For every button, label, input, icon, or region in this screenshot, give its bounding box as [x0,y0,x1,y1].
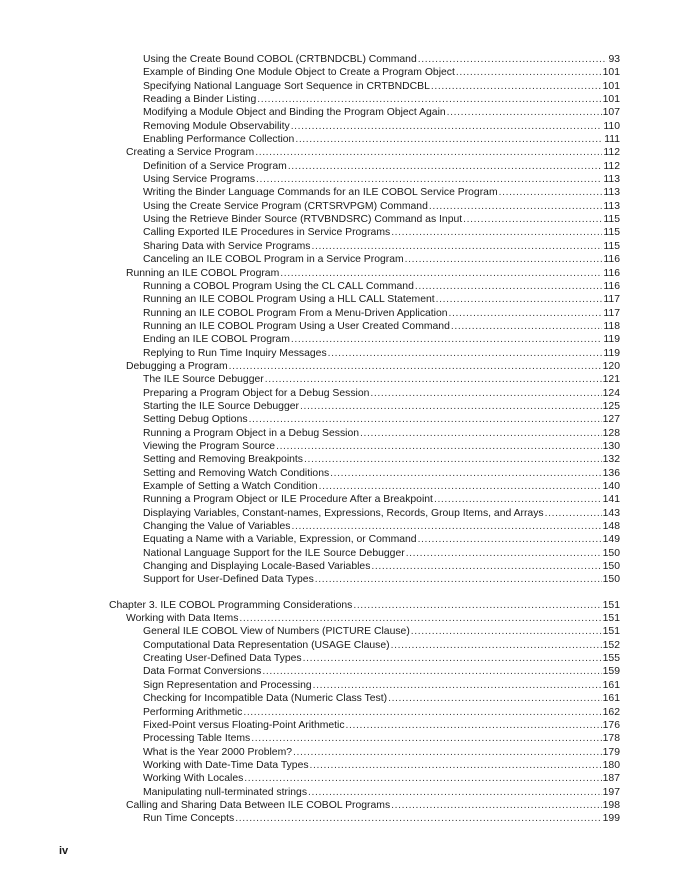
toc-entry-page: 118 [603,320,620,332]
toc-entry-page: 179 [602,746,620,758]
toc-entry[interactable] [109,560,620,573]
toc-entry-page: 127 [602,414,620,426]
toc-entry-title: Processing Table Items [143,733,251,745]
toc-entry-page: 113 [603,187,620,199]
toc-entry-page: 148 [602,521,620,533]
toc-entry-title: Calling Exported ILE Procedures in Service Programs [143,227,391,239]
toc-entry-page: 150 [602,547,620,559]
toc-entry[interactable] [109,53,620,66]
toc-entry-page: 117 [603,307,620,319]
toc-entry-page: 155 [602,653,620,665]
toc-entry-page: 116 [603,267,620,279]
toc-entry-page: 178 [602,733,620,745]
toc-entry-title: Running a Program Object in a Debug Session [143,427,360,439]
toc-entry-page: 101 [602,67,620,79]
toc-leader-dots [256,173,602,186]
toc-entry-page: 115 [603,240,620,252]
toc-entry-page: 149 [602,534,620,546]
toc-entry[interactable] [109,533,620,546]
toc-entry[interactable] [109,480,620,493]
toc-leader-dots [499,186,603,199]
toc-entry-page: 101 [602,80,620,92]
toc-entry-page: 115 [603,227,620,239]
toc-leader-dots [308,786,602,799]
toc-leader-dots [295,133,603,146]
toc-entry-title: Creating a Service Program [126,147,255,159]
toc-entry[interactable] [109,507,620,520]
toc-entry-title: Reading a Binder Listing [143,94,257,106]
toc-chapter-entry[interactable] [109,599,620,612]
toc-entry[interactable] [109,360,620,373]
toc-entry-page: 143 [602,507,620,519]
toc-entry-page: 113 [603,174,620,186]
toc-leader-dots [315,573,602,586]
toc-entry[interactable] [109,200,620,213]
toc-entry-page: 125 [602,400,620,412]
toc-entry-page: 112 [603,160,620,172]
toc-entry-page: 116 [603,280,620,292]
toc-leader-dots [291,120,603,133]
toc-entry[interactable] [109,307,620,320]
toc-entry-title: Canceling an ILE COBOL Program in a Service Program [143,254,404,266]
toc-entry[interactable] [109,493,620,506]
toc-entry[interactable] [109,759,620,772]
toc-entry-page: 161 [602,679,620,691]
toc-entry-page: 159 [602,666,620,678]
toc-entry-page: 136 [602,467,620,479]
toc-entry-title: Example of Binding One Module Object to Create a Program Object [143,67,455,79]
toc-entry-title: Running an ILE COBOL Program Using a User Created Command [143,320,450,332]
toc-leader-dots [447,106,602,119]
toc-entry-title: Calling and Sharing Data Between ILE COBOL Programs [126,799,391,811]
toc-entry-page: 130 [602,440,620,452]
toc-leader-dots [391,799,602,812]
toc-entry-title: Checking for Incompatible Data (Numeric Class Test) [143,693,388,705]
toc-entry-title: Working With Locales [143,773,244,785]
toc-entry-page: 199 [602,813,620,825]
toc-leader-dots [243,706,601,719]
toc-entry[interactable] [109,173,620,186]
toc-entry-page: 113 [603,200,620,212]
toc-leader-dots [311,240,602,253]
toc-leader-dots [418,533,602,546]
toc-entry-title: Running an ILE COBOL Program [126,267,280,279]
toc-entry[interactable] [109,146,620,159]
toc-entry[interactable] [109,467,620,480]
toc-entry[interactable] [109,652,620,665]
toc-entry[interactable] [109,267,620,280]
toc-leader-dots [265,373,602,386]
toc-entry-title: Running an ILE COBOL Program From a Menu-Driven Application [143,307,448,319]
toc-entry-title: Changing and Displaying Locale-Based Variables [143,561,371,573]
toc-entry-title: Data Format Conversions [143,666,262,678]
toc-entry-title: What is the Year 2000 Problem? [143,746,293,758]
toc-entry[interactable] [109,280,620,293]
toc-entry[interactable] [109,799,620,812]
toc-entry-page: 119 [603,347,620,359]
toc-entry-page: 197 [602,786,620,798]
toc-entry-page: 128 [602,427,620,439]
toc-entry-title: Starting the ILE Source Debugger [143,400,299,412]
toc-entry-title: Viewing the Program Source [143,440,276,452]
toc-entry-title: Ending an ILE COBOL Program [143,334,290,346]
toc-entry-title: Using the Create Service Program (CRTSRVPGM) Command [143,200,428,212]
toc-entry[interactable] [109,547,620,560]
toc-leader-dots [449,307,603,320]
toc-entry[interactable] [109,413,620,426]
toc-entry-title: Running a Program Object or ILE Procedure After a Breakpoint [143,494,433,506]
toc-entry[interactable] [109,612,620,625]
toc-leader-dots [436,293,603,306]
toc-leader-dots [304,453,602,466]
toc-entry[interactable] [109,679,620,692]
toc-entry-page: 111 [604,134,620,146]
toc-entry[interactable] [109,732,620,745]
toc-entry-page: 107 [602,107,620,119]
toc-entry[interactable] [109,293,620,306]
toc-leader-dots [235,812,601,825]
toc-entry-title: Setting and Removing Watch Conditions [143,467,330,479]
toc-leader-dots [434,493,602,506]
toc-leader-dots [415,280,603,293]
toc-leader-dots [319,480,602,493]
toc-leader-dots [353,599,601,612]
toc-entry[interactable] [109,240,620,253]
toc-entry-title: Setting and Removing Breakpoints [143,454,303,466]
toc-leader-dots [291,333,603,346]
toc-entry-page: 124 [602,387,620,399]
toc-entry[interactable] [109,440,620,453]
toc-leader-dots [262,665,601,678]
toc-entry[interactable] [109,66,620,79]
toc-leader-dots [405,253,603,266]
toc-entry-title: Using Service Programs [143,174,256,186]
toc-entry-title: Preparing a Program Object for a Debug Session [143,387,370,399]
toc-entry-title: Using the Create Bound COBOL (CRTBNDCBL) Command [143,54,417,65]
toc-entry[interactable] [109,93,620,106]
toc-entry-title: Replying to Run Time Inquiry Messages [143,347,327,359]
toc-entry[interactable] [109,639,620,652]
toc-entry[interactable] [109,520,620,533]
toc-leader-dots [280,267,602,280]
toc-entry-page: 141 [602,494,620,506]
toc-entry-title: Support for User-Defined Data Types [143,574,314,586]
toc-entry-title: Changing the Value of Variables [143,521,291,533]
toc-entry-title: Using the Retrieve Binder Source (RTVBNDSRC) Command as Input [143,214,463,226]
toc-entry-title: Running a COBOL Program Using the CL CALL Command [143,280,414,292]
toc-entry-title: Working with Date-Time Data Types [143,759,309,771]
toc-entry-title: Equating a Name with a Variable, Expression, or Command [143,534,417,546]
toc-entry-page: 176 [602,719,620,731]
toc-entry-page: 198 [602,799,620,811]
toc-leader-dots [411,625,602,638]
toc-leader-dots [288,160,603,173]
toc-entry-title: Example of Setting a Watch Condition [143,481,318,492]
toc-entry-page: 116 [603,254,620,266]
toc-leader-dots [391,226,602,239]
toc-entry-title: Fixed-Point versus Floating-Point Arithmetic [143,719,345,731]
toc-leader-dots [255,146,602,159]
toc-entry-title: Manipulating null-terminated strings [143,786,308,798]
toc-leader-dots [456,66,602,79]
toc-leader-dots [451,320,603,333]
toc-entry-page: 140 [602,481,620,492]
toc-entry-title: General ILE COBOL View of Numbers (PICTURE Clause) [143,626,410,638]
toc-entry-title: The ILE Source Debugger [143,374,264,386]
toc-leader-dots [429,200,603,213]
toc-leader-dots [418,53,608,66]
toc-leader-dots [371,560,601,573]
toc-entry[interactable] [109,453,620,466]
toc-entry-title: Chapter 3. ILE COBOL Programming Considerations [109,599,353,611]
toc-leader-dots [239,612,601,625]
toc-entry[interactable] [109,786,620,799]
toc-entry-page: 151 [602,613,620,625]
toc-entry-page: 132 [602,454,620,466]
toc-leader-dots [545,507,602,520]
toc-entry[interactable] [109,665,620,678]
toc-leader-dots [310,759,602,772]
toc-entry-page: 101 [602,94,620,106]
toc-entry[interactable] [109,80,620,93]
toc-entry-title: Specifying National Language Sort Sequence in CRTBNDCBL [143,80,430,92]
toc-entry-page: 180 [602,759,620,771]
toc-entry[interactable] [109,772,620,785]
toc-leader-dots [370,387,601,400]
toc-entry[interactable] [109,625,620,638]
toc-entry-title: Modifying a Module Object and Binding the Program Object Again [143,107,446,119]
toc-entry[interactable] [109,347,620,360]
toc-entry[interactable] [109,573,620,586]
toc-entry-page: 110 [603,120,620,132]
toc-entry[interactable] [109,186,620,199]
toc-entry-title: Performing Arithmetic [143,706,243,718]
toc-entry-title: National Language Support for the ILE Source Debugger [143,547,405,559]
toc-entry-page: 112 [603,147,620,159]
toc-entry[interactable] [109,373,620,386]
toc-entry-page: 119 [603,334,620,346]
toc-entry-page: 120 [602,360,620,372]
toc-entry[interactable] [109,746,620,759]
toc-entry-title: Definition of a Service Program [143,160,287,172]
toc-entry-title: Sharing Data with Service Programs [143,240,311,252]
toc-entry-title: Run Time Concepts [143,813,235,825]
toc-entry[interactable] [109,387,620,400]
toc-entry[interactable] [109,427,620,440]
toc-entry[interactable] [109,106,620,119]
toc-leader-dots [406,547,602,560]
toc-leader-dots [249,413,602,426]
toc-leader-dots [257,93,601,106]
page-number: iv [59,845,69,857]
toc-entry[interactable] [109,333,620,346]
toc-leader-dots [388,692,602,705]
toc-leader-dots [463,213,602,226]
toc-leader-dots [293,746,602,759]
toc-entry-title: Enabling Performance Collection [143,134,295,146]
toc-entry[interactable] [109,120,620,133]
toc-entry-page: 117 [603,294,620,306]
toc-entry[interactable] [109,320,620,333]
toc-leader-dots [229,360,602,373]
toc-leader-dots [360,427,602,440]
toc-leader-dots [346,719,602,732]
toc-leader-dots [244,772,601,785]
toc-leader-dots [431,80,602,93]
toc-entry-title: Writing the Binder Language Commands for an ILE COBOL Service Program [143,187,498,199]
toc-leader-dots [300,400,602,413]
toc-entry-title: Running an ILE COBOL Program Using a HLL CALL Statement [143,294,435,306]
toc-entry-page: 161 [602,693,620,705]
toc-entry-page: 150 [602,574,620,586]
toc-entry-title: Debugging a Program [126,360,228,372]
toc-entry[interactable] [109,160,620,173]
toc-entry-page: 162 [602,706,620,718]
toc-entry-page: 93 [608,54,620,65]
toc-entry-title: Working with Data Items [126,613,239,625]
toc-leader-dots [328,347,603,360]
toc-entry-page: 151 [602,599,620,611]
toc-entry-page: 115 [603,214,620,226]
toc-entry[interactable] [109,812,620,825]
toc-leader-dots [330,467,601,480]
toc-leader-dots [292,520,602,533]
toc-leader-dots [313,679,602,692]
toc-entry[interactable] [109,133,620,146]
toc-entry[interactable] [109,400,620,413]
toc-entry-page: 121 [602,374,620,386]
toc-leader-dots [303,652,602,665]
table-of-contents [109,53,620,826]
toc-entry[interactable] [109,706,620,719]
toc-entry-title: Computational Data Representation (USAGE Clause) [143,639,390,651]
toc-entry-page: 152 [602,639,620,651]
toc-leader-dots [251,732,601,745]
toc-entry-title: Setting Debug Options [143,414,248,426]
toc-entry-page: 150 [602,561,620,573]
toc-entry[interactable] [109,253,620,266]
toc-entry[interactable] [109,692,620,705]
toc-leader-dots [276,440,602,453]
toc-entry-page: 187 [602,773,620,785]
toc-entry-title: Removing Module Observability [143,120,290,132]
toc-leader-dots [391,639,602,652]
toc-entry[interactable] [109,226,620,239]
toc-entry[interactable] [109,719,620,732]
toc-entry-title: Sign Representation and Processing [143,679,312,691]
toc-entry-page: 151 [602,626,620,638]
toc-entry-title: Creating User-Defined Data Types [143,653,302,665]
toc-entry[interactable] [109,213,620,226]
toc-entry-title: Displaying Variables, Constant-names, Expressions, Records, Group Items, and Arrays [143,507,544,519]
